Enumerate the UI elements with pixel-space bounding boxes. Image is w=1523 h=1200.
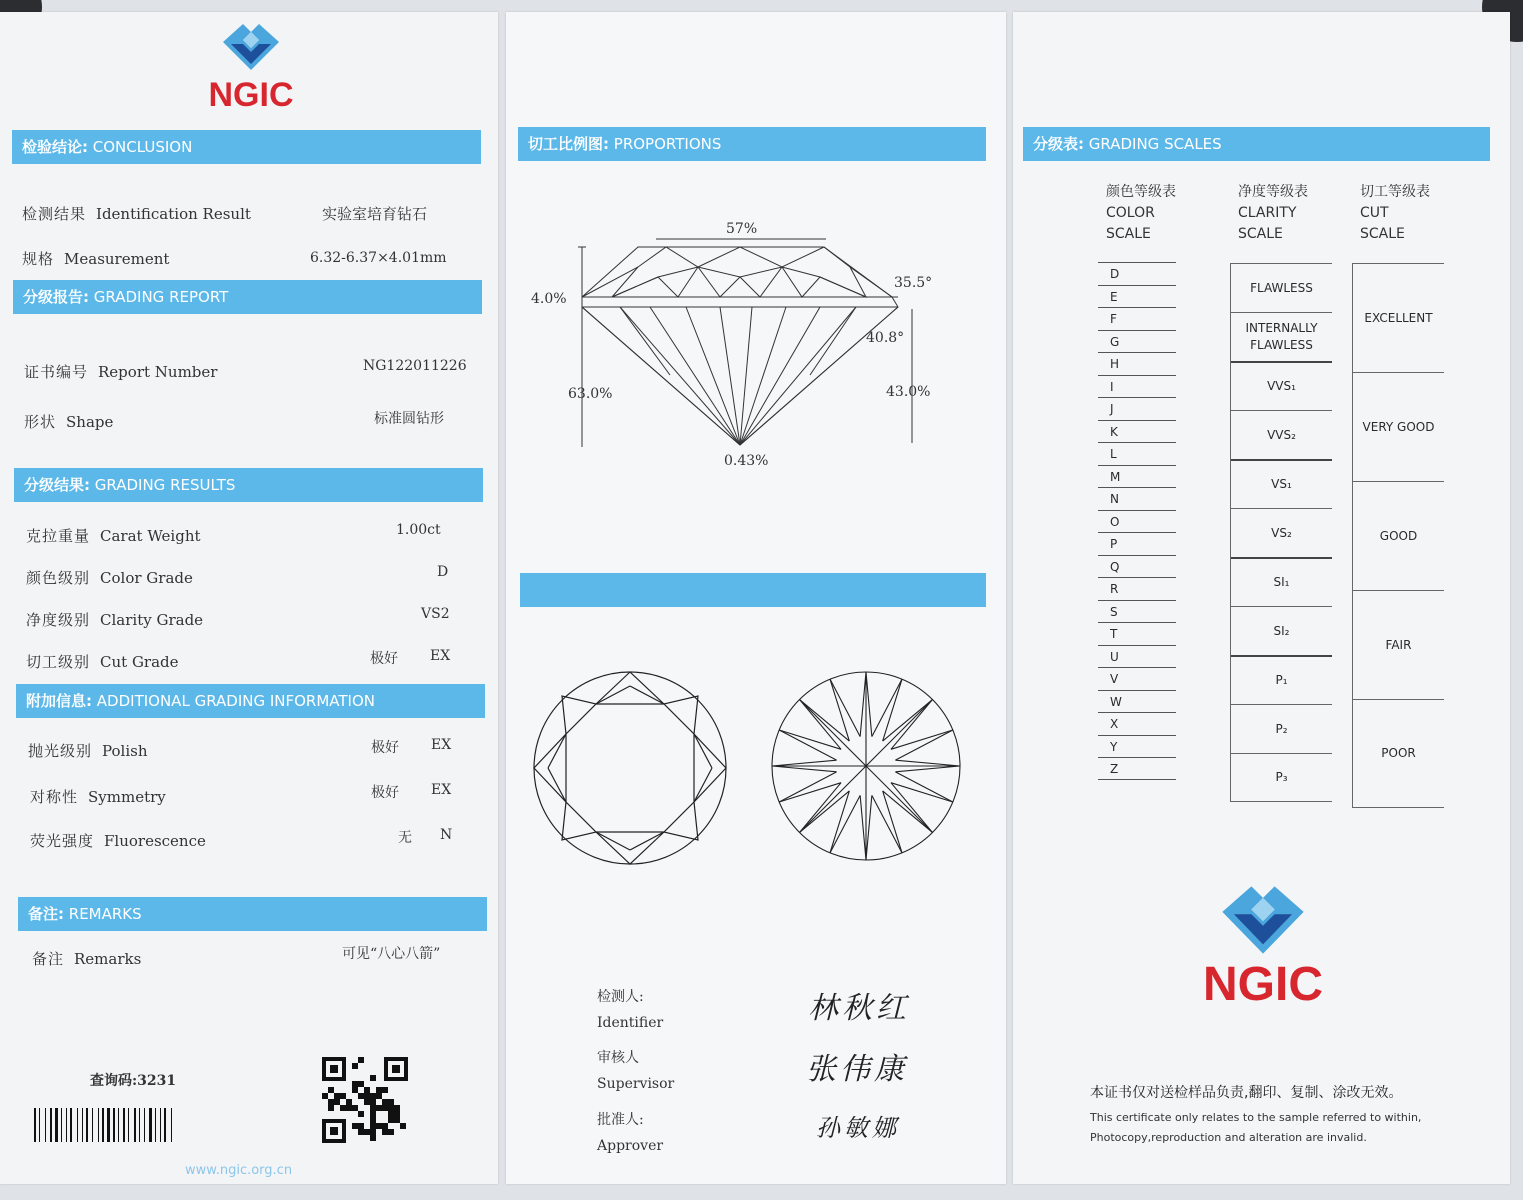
color-scale-table: [1098, 262, 1176, 780]
color-value: D: [437, 564, 449, 580]
color-scale-heading: 颜色等级表 COLOR SCALE: [1106, 184, 1176, 242]
disclaimer-cn: 本证书仅对送检样品负责,翻印、复制、涂改无效。: [1090, 1085, 1403, 1101]
symmetry-value-cn: 极好: [371, 785, 399, 801]
qr-code[interactable]: [322, 1057, 408, 1143]
color-grade-cell: K: [1098, 420, 1176, 443]
identification-value: 实验室培育钻石: [322, 205, 428, 223]
fluorescence-value-cn: 无: [398, 830, 412, 846]
proportions-header: 切工比例图: PROPORTIONS: [518, 127, 986, 161]
polish-label: 抛光级别 Polish: [28, 742, 148, 760]
clarity-grade-cell: P₃: [1231, 753, 1332, 802]
polish-value-en: EX: [431, 737, 452, 753]
clarity-grade-cell: VS₂: [1231, 508, 1332, 557]
pavilion-view-diagram: [768, 668, 964, 864]
clarity-scale-table: [1230, 263, 1332, 802]
ngic-logo-icon: [196, 22, 306, 74]
clarity-grade-cell: SI₂: [1231, 606, 1332, 655]
fluorescence-label: 荧光强度 Fluorescence: [30, 832, 206, 850]
identification-label: 检测结果 Identification Result: [22, 205, 251, 223]
color-grade-cell: U: [1098, 645, 1176, 668]
ngic-logo-top: [196, 22, 306, 112]
color-grade-cell: L: [1098, 442, 1176, 465]
color-grade-cell: X: [1098, 712, 1176, 735]
logo-wordmark: NGIC: [208, 76, 294, 114]
identifier-signature: 林秋红: [808, 991, 910, 1026]
symmetry-value-en: EX: [431, 782, 452, 798]
color-grade-cell: F: [1098, 307, 1176, 330]
color-grade-cell: S: [1098, 600, 1176, 623]
cut-scale-heading: 切工等级表 CUT SCALE: [1360, 184, 1430, 242]
color-grade-cell: Z: [1098, 757, 1176, 780]
additional-info-header: 附加信息: ADDITIONAL GRADING INFORMATION: [16, 684, 485, 718]
shape-value: 标准圆钻形: [374, 411, 444, 427]
approver-signature: 孙敏娜: [816, 1114, 900, 1142]
ngic-logo-bottom: [1198, 884, 1328, 1010]
blank-header-bar: [520, 573, 986, 607]
color-grade-cell: N: [1098, 487, 1176, 510]
color-grade-cell: Q: [1098, 555, 1176, 578]
supervisor-label: 审核人 Supervisor: [597, 1050, 675, 1092]
pavilion-angle: 40.8°: [866, 330, 905, 346]
clarity-grade-cell: SI₁: [1231, 557, 1332, 606]
website-link[interactable]: www.ngic.org.cn: [185, 1163, 293, 1178]
supervisor-signature: 张伟康: [806, 1052, 908, 1087]
color-grade-cell: W: [1098, 690, 1176, 713]
carat-value: 1.00ct: [396, 522, 441, 538]
disclaimer-en: This certificate only relates to the sample referred to within, Photocopy,reproduction and alteration are invalid.: [1090, 1111, 1422, 1144]
measurement-label: 规格 Measurement: [22, 250, 170, 268]
conclusion-header: 检验结论: CONCLUSION: [12, 130, 481, 164]
color-grade-cell: I: [1098, 375, 1176, 398]
query-code: 查询码:3231: [90, 1073, 177, 1089]
cut-scale-table: [1352, 263, 1444, 808]
color-grade-cell: V: [1098, 667, 1176, 690]
cut-grade-cell: VERY GOOD: [1353, 372, 1444, 481]
color-grade-cell: O: [1098, 510, 1176, 533]
ngic-logo-icon-large: [1198, 884, 1328, 956]
barcode: [34, 1108, 224, 1142]
left-panel: [0, 12, 498, 1184]
clarity-grade-cell: VS₁: [1231, 459, 1332, 508]
color-grade-cell: R: [1098, 577, 1176, 600]
clarity-scale-heading: 净度等级表 CLARITY SCALE: [1238, 184, 1308, 242]
color-grade-cell: H: [1098, 352, 1176, 375]
clarity-grade-cell: INTERNALLY FLAWLESS: [1231, 312, 1332, 361]
total-depth: 63.0%: [568, 386, 613, 402]
color-grade-cell: T: [1098, 622, 1176, 645]
measurement-value: 6.32-6.37×4.01mm: [310, 250, 447, 266]
grading-report-header: 分级报告: GRADING REPORT: [13, 280, 482, 314]
remarks-label: 备注 Remarks: [32, 950, 142, 968]
identifier-label: 检测人: Identifier: [597, 989, 664, 1031]
grading-results-header: 分级结果: GRADING RESULTS: [14, 468, 483, 502]
logo-wordmark-large: NGIC: [1203, 958, 1323, 1011]
color-grade-cell: P: [1098, 532, 1176, 555]
shape-label: 形状 Shape: [24, 413, 114, 431]
cut-value-cn: 极好: [370, 651, 398, 667]
cut-grade-cell: EXCELLENT: [1353, 263, 1444, 372]
table-percent: 57%: [726, 221, 758, 237]
report-number-value: NG122011226: [363, 358, 467, 374]
clarity-grade-cell: FLAWLESS: [1231, 263, 1332, 312]
remarks-header: 备注: REMARKS: [18, 897, 487, 931]
cut-grade-cell: POOR: [1353, 699, 1444, 808]
color-grade-cell: Y: [1098, 735, 1176, 758]
remarks-value: 可见“八心八箭”: [342, 946, 441, 962]
proportions-diagram: [520, 215, 960, 480]
color-grade-cell: E: [1098, 285, 1176, 308]
cut-value-en: EX: [430, 648, 451, 664]
crown-angle: 35.5°: [894, 275, 933, 291]
crown-view-diagram: [530, 668, 730, 868]
color-grade-cell: J: [1098, 397, 1176, 420]
clarity-grade-cell: VVS₁: [1231, 361, 1332, 410]
clarity-grade-cell: VVS₂: [1231, 410, 1332, 459]
clarity-grade-cell: P₁: [1231, 655, 1332, 704]
carat-label: 克拉重量 Carat Weight: [26, 527, 201, 545]
color-grade-cell: M: [1098, 465, 1176, 488]
fluorescence-value-en: N: [440, 827, 453, 843]
crown-height: 4.0%: [531, 291, 567, 307]
cut-grade-cell: FAIR: [1353, 590, 1444, 699]
color-grade-cell: D: [1098, 262, 1176, 285]
report-number-label: 证书编号 Report Number: [24, 363, 218, 381]
cut-grade-cell: GOOD: [1353, 481, 1444, 590]
color-grade-cell: G: [1098, 330, 1176, 353]
symmetry-label: 对称性 Symmetry: [30, 788, 166, 806]
color-label: 颜色级别 Color Grade: [26, 569, 193, 587]
grading-scales-header: 分级表: GRADING SCALES: [1023, 127, 1490, 161]
clarity-grade-cell: P₂: [1231, 704, 1332, 753]
cut-label: 切工级别 Cut Grade: [26, 653, 179, 671]
pavilion-depth: 43.0%: [886, 384, 931, 400]
clarity-label: 净度级别 Clarity Grade: [26, 611, 204, 629]
clarity-value: VS2: [421, 606, 450, 622]
approver-label: 批准人: Approver: [597, 1112, 664, 1154]
polish-value-cn: 极好: [371, 740, 399, 756]
culet-size: 0.43%: [724, 453, 769, 469]
